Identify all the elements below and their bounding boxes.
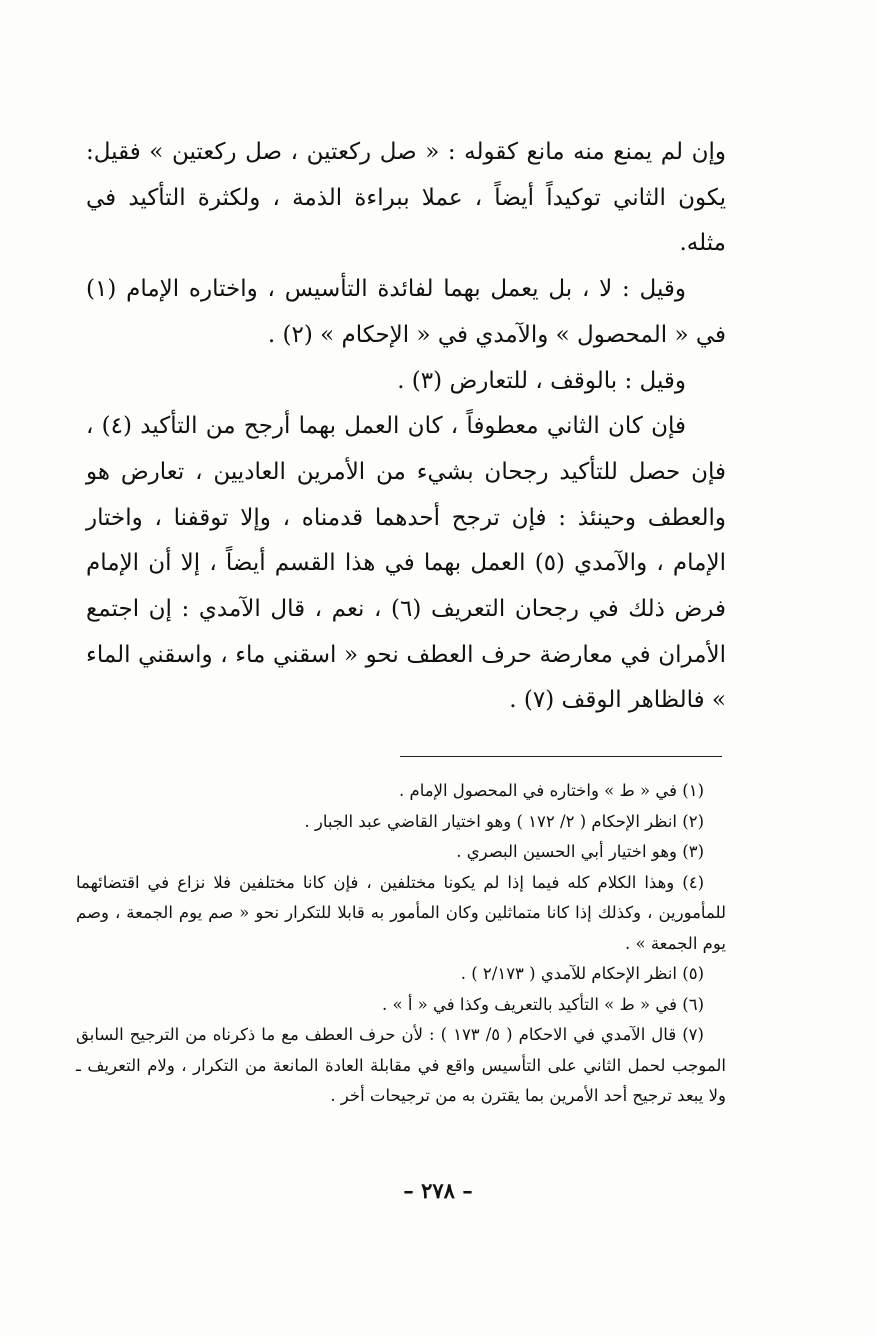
footnotes: [76, 776, 726, 1112]
paragraph-2: وقيل : لا ، بل يعمل بهما لفائدة التأسيس ، واختاره الإمام (١) في « المحصول » والآمدي في « الإحكام » (٢) .: [86, 276, 726, 348]
footnote-7: (٧) قال الآمدي في الاحكام ( ٥/ ١٧٣ ) : لأن حرف العطف مع ما ذكرناه من الترجيح السابق الموجب لحمل الثاني على التأسيس واقع في مقابلة العادة المانعة من التكرار ، ولام التعريف ـ ولا يبعد ترجيح أحد الأمرين بما يقترن به من ترجيحات أخر .: [76, 1025, 726, 1105]
footnote-3: (٣) وهو اختيار أبي الحسين البصري .: [456, 842, 704, 861]
footnote-5: (٥) انظر الإحكام للآمدي ( ٢/١٧٣ ) .: [460, 964, 704, 983]
paragraph-3: وقيل : بالوقف ، للتعارض (٣) .: [397, 367, 686, 394]
paragraph-1: وإن لم يمنع منه مانع كقوله : « صل ركعتين ، صل ركعتين » فقيل: يكون الثاني توكيداً أيضاً ، عملا ببراءة الذمة ، ولكثرة التأكيد في مثله.: [86, 139, 726, 257]
footnote-divider: [400, 756, 722, 757]
paragraph-4: فإن كان الثاني معطوفاً ، كان العمل بهما أرجح من التأكيد (٤) ، فإن حصل للتأكيد رجحان بشيء من الأمرين العاديين ، تعارض هو والعطف وحينئذ : فإن ترجح أحدهما قدمناه ، وإلا توقفنا ، واختار الإمام ، والآمدي (٥) العمل بهما في هذا القسم أيضاً ، إلا أن الإمام فرض ذلك في رجحان التعريف (٦) ، نعم ، قال الآمدي : إن اجتمع الأمران في معارضة حرف العطف نحو « اسقني ماء ، واسقني الماء » فالظاهر الوقف (٧) .: [86, 413, 726, 714]
footnote-6: (٦) في « ط » التأكيد بالتعريف وكذا في « أ » .: [382, 994, 704, 1014]
page-number: – ٢٧٨ –: [403, 1178, 473, 1203]
footnote-1: (١) في « ط » واختاره في المحصول الإمام .: [399, 781, 704, 800]
main-text: [86, 130, 726, 724]
footnote-4: (٤) وهذا الكلام كله فيما إذا لم يكونا مختلفين ، فإن كانا مختلفين فلا نزاع في اقتضائهما للمأمورين ، وكذلك إذا كانا متماثلين وكان المأمور به قابلا للتكرار نحو « صم يوم الجمعة ، وصم يوم الجمعة » .: [76, 872, 726, 953]
footnote-2: (٢) انظر الإحكام ( ٢/ ١٧٢ ) وهو اختيار القاضي عبد الجبار .: [304, 811, 704, 831]
